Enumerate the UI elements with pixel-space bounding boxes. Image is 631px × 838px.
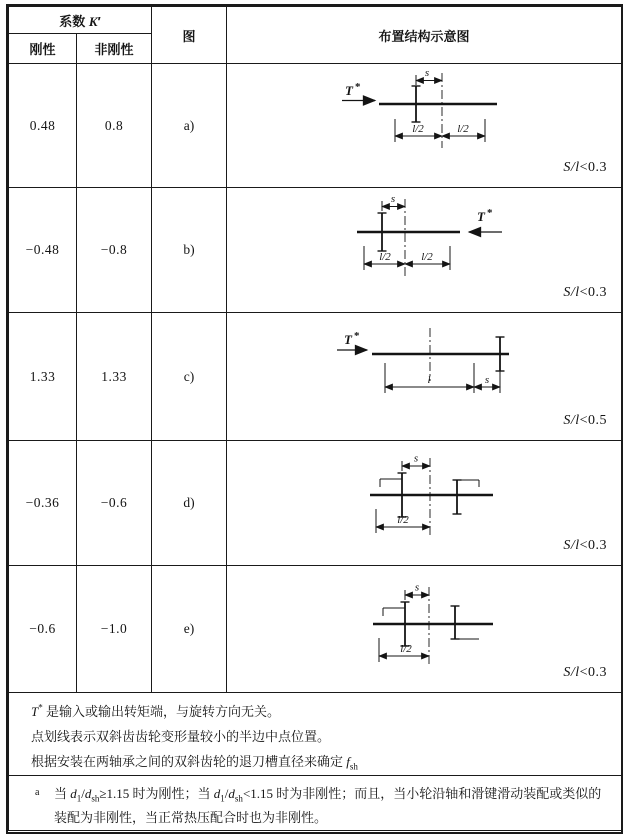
diagram-c [227,313,620,439]
ratio-constraint-d: S/l<0.3 [563,538,608,553]
torque-star: * [355,81,361,93]
diagram-cell-d [227,441,622,566]
notes-block [9,693,622,776]
k-prime-symbol: K [88,13,98,29]
table-row [9,441,622,566]
table-frame [6,4,623,834]
dim-label-l2: l/2 [421,251,433,263]
torque-label: T [477,209,485,224]
header-rigid: 刚性 [9,34,77,64]
figure-label-b: b) [152,188,227,313]
header-diagram: 布置结构示意图 [227,7,622,64]
diagram-d [227,441,620,564]
dim-label-s: s [484,374,490,386]
figure-label-c: c) [152,313,227,441]
header-coefficient: 系数 K′ [9,7,152,34]
coef-nonrigid-c: 1.33 [77,313,152,441]
table-row [9,693,622,776]
dim-label-l2: l/2 [412,123,424,135]
ratio-constraint-b: S/l<0.3 [563,285,608,300]
coef-nonrigid-e: −1.0 [77,566,152,693]
dim-label-l2: l/2 [379,251,391,263]
coef-rigid-e: −0.6 [9,566,77,693]
header-nonrigid: 非刚性 [77,34,152,64]
table-row [9,188,622,313]
table-row [9,566,622,693]
footnote-block [9,776,622,831]
dim-label-s: s [390,193,396,205]
footnote-marker: a [35,787,40,798]
coef-rigid-d: −0.36 [9,441,77,566]
coef-rigid-b: −0.48 [9,188,77,313]
diagram-cell-a [227,64,622,188]
dim-label-l2: l/2 [397,514,409,526]
table-row [9,776,622,831]
ratio-constraint-e: S/l<0.3 [563,665,608,680]
coefficient-table [8,6,622,831]
table-row [9,313,622,441]
torque-label: T [345,83,353,98]
diagram-cell-b [227,188,622,313]
torque-star: * [487,207,493,219]
note-line-1: T* 是输入或输出转矩端，与旋转方向无关。 [31,702,280,719]
diagram-cell-c [227,313,622,441]
dim-label-s: s [414,581,420,594]
footnote-text: 当 $d_1/d_{sh}\ge 1.15$ 时为刚性；当 $d_1/d_{sh}<1.15$ 时为非刚性；而且，当小轮沿轴和滑键滑动装配或类似的装配为非刚性，当正常热压配合时也为非刚性。 [54,786,602,825]
table-row [9,64,622,188]
coef-rigid-a: 0.48 [9,64,77,188]
header-figure: 图 [152,7,227,64]
ratio-constraint-a: S/l<0.3 [563,160,608,175]
dim-label-l: l [427,374,431,386]
diagram-a [227,64,620,186]
figure-label-e: e) [152,566,227,693]
dim-label-s: s [413,452,419,465]
figure-label-a: a) [152,64,227,188]
diagram-cell-e [227,566,622,693]
note-line-3: 根据安装在两轴承之间的双斜齿轮的退刀槽直径来确定 $f_{sh}$ [31,754,358,772]
dim-label-l2: l/2 [457,123,469,135]
torque-star: * [354,330,360,342]
diagram-e [227,566,620,691]
ratio-constraint-c: S/l<0.5 [563,413,608,428]
figure-label-d: d) [152,441,227,566]
coef-rigid-c: 1.33 [9,313,77,441]
coef-nonrigid-d: −0.6 [77,441,152,566]
note-line-2: 点划线表示双斜齿齿轮变形量较小的半边中点位置。 [31,729,331,744]
diagram-b [227,188,620,311]
dim-label-s: s [424,67,430,79]
dim-label-l2: l/2 [400,643,412,655]
coef-nonrigid-b: −0.8 [77,188,152,313]
coef-nonrigid-a: 0.8 [77,64,152,188]
torque-label: T [344,332,352,347]
